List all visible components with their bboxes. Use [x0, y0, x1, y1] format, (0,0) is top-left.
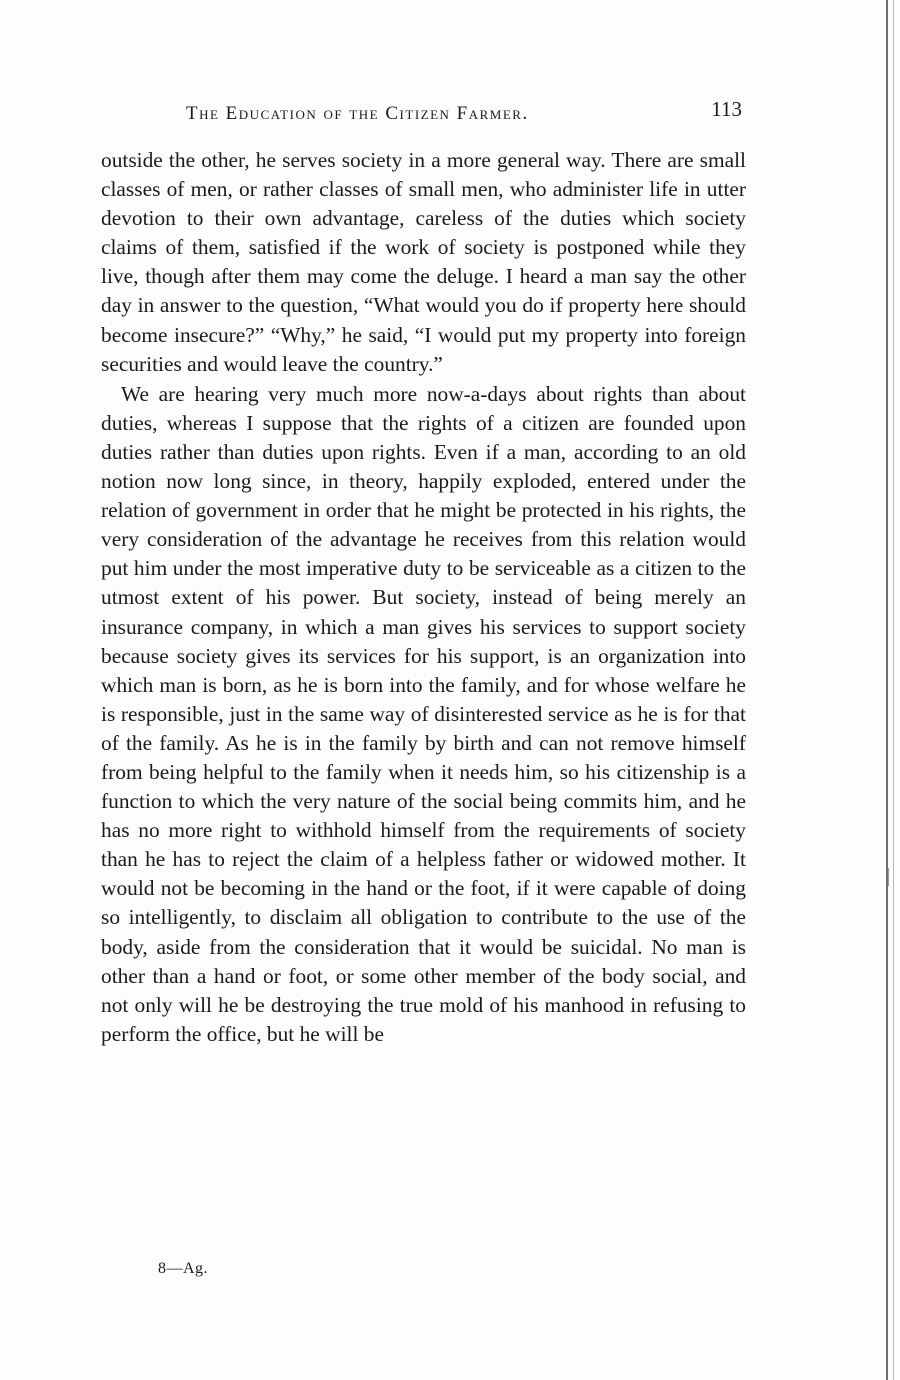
- paragraph: outside the other, he serves society in a more general way. There are small classes of men, or rather classes of small men, who administer life in utter devotion to their own advantage, careless of the duties which society claims of them, satisfied if the work of society is postponed while they live, though after them may come the deluge. I heard a man say the other day in answer to the question, “What would you do if property here should become insecure?” “Why,” he said, “I would put my property into foreign securities and would leave the country.”: [101, 148, 746, 376]
- page-edge-shadow: [893, 0, 894, 1380]
- page-header: [186, 97, 746, 127]
- page-edge: [886, 0, 888, 1380]
- running-head: The Education of the Citizen Farmer.: [186, 103, 529, 124]
- body-text: [101, 146, 746, 1049]
- scan-artifact: [888, 868, 889, 886]
- paragraph: We are hearing very much more now-a-days about rights than about duties, whereas I suppose that the rights of a citizen are founded upon duties rather than duties upon rights. Even if a man, according to an old notion now long since, in theory, happily exploded, entered under the relation of government in order that he might be protected in his rights, the very consideration of the advantage he receives from this relation would put him under the most imperative duty to be serviceable as a citizen to the utmost extent of his power. But society, instead of being merely an insurance company, in which a man gives his services to support society because society gives its services for his support, is an organization into which man is born, as he is born into the family, and for whose welfare he is responsible, just in the same way of disinterested service as he is for that of the family. As he is in the family by birth and can not remove himself from being helpful to the family when it needs him, so his citizenship is a function to which the very nature of the social being commits him, and he has no more right to withhold himself from the requirements of society than he has to reject the claim of a helpless father or widowed mother. It would not be becoming in the hand or the foot, if it were capable of doing so intelligently, to disclaim all obligation to contribute to the use of the body, aside from the consideration that it would be suicidal. No man is other than a hand or foot, or some other member of the body social, and not only will he be destroying the true mold of his manhood in refusing to perform the office, but he will be: [101, 381, 746, 1046]
- page-number: 113: [711, 97, 742, 121]
- signature-mark: 8—Ag.: [158, 1260, 209, 1277]
